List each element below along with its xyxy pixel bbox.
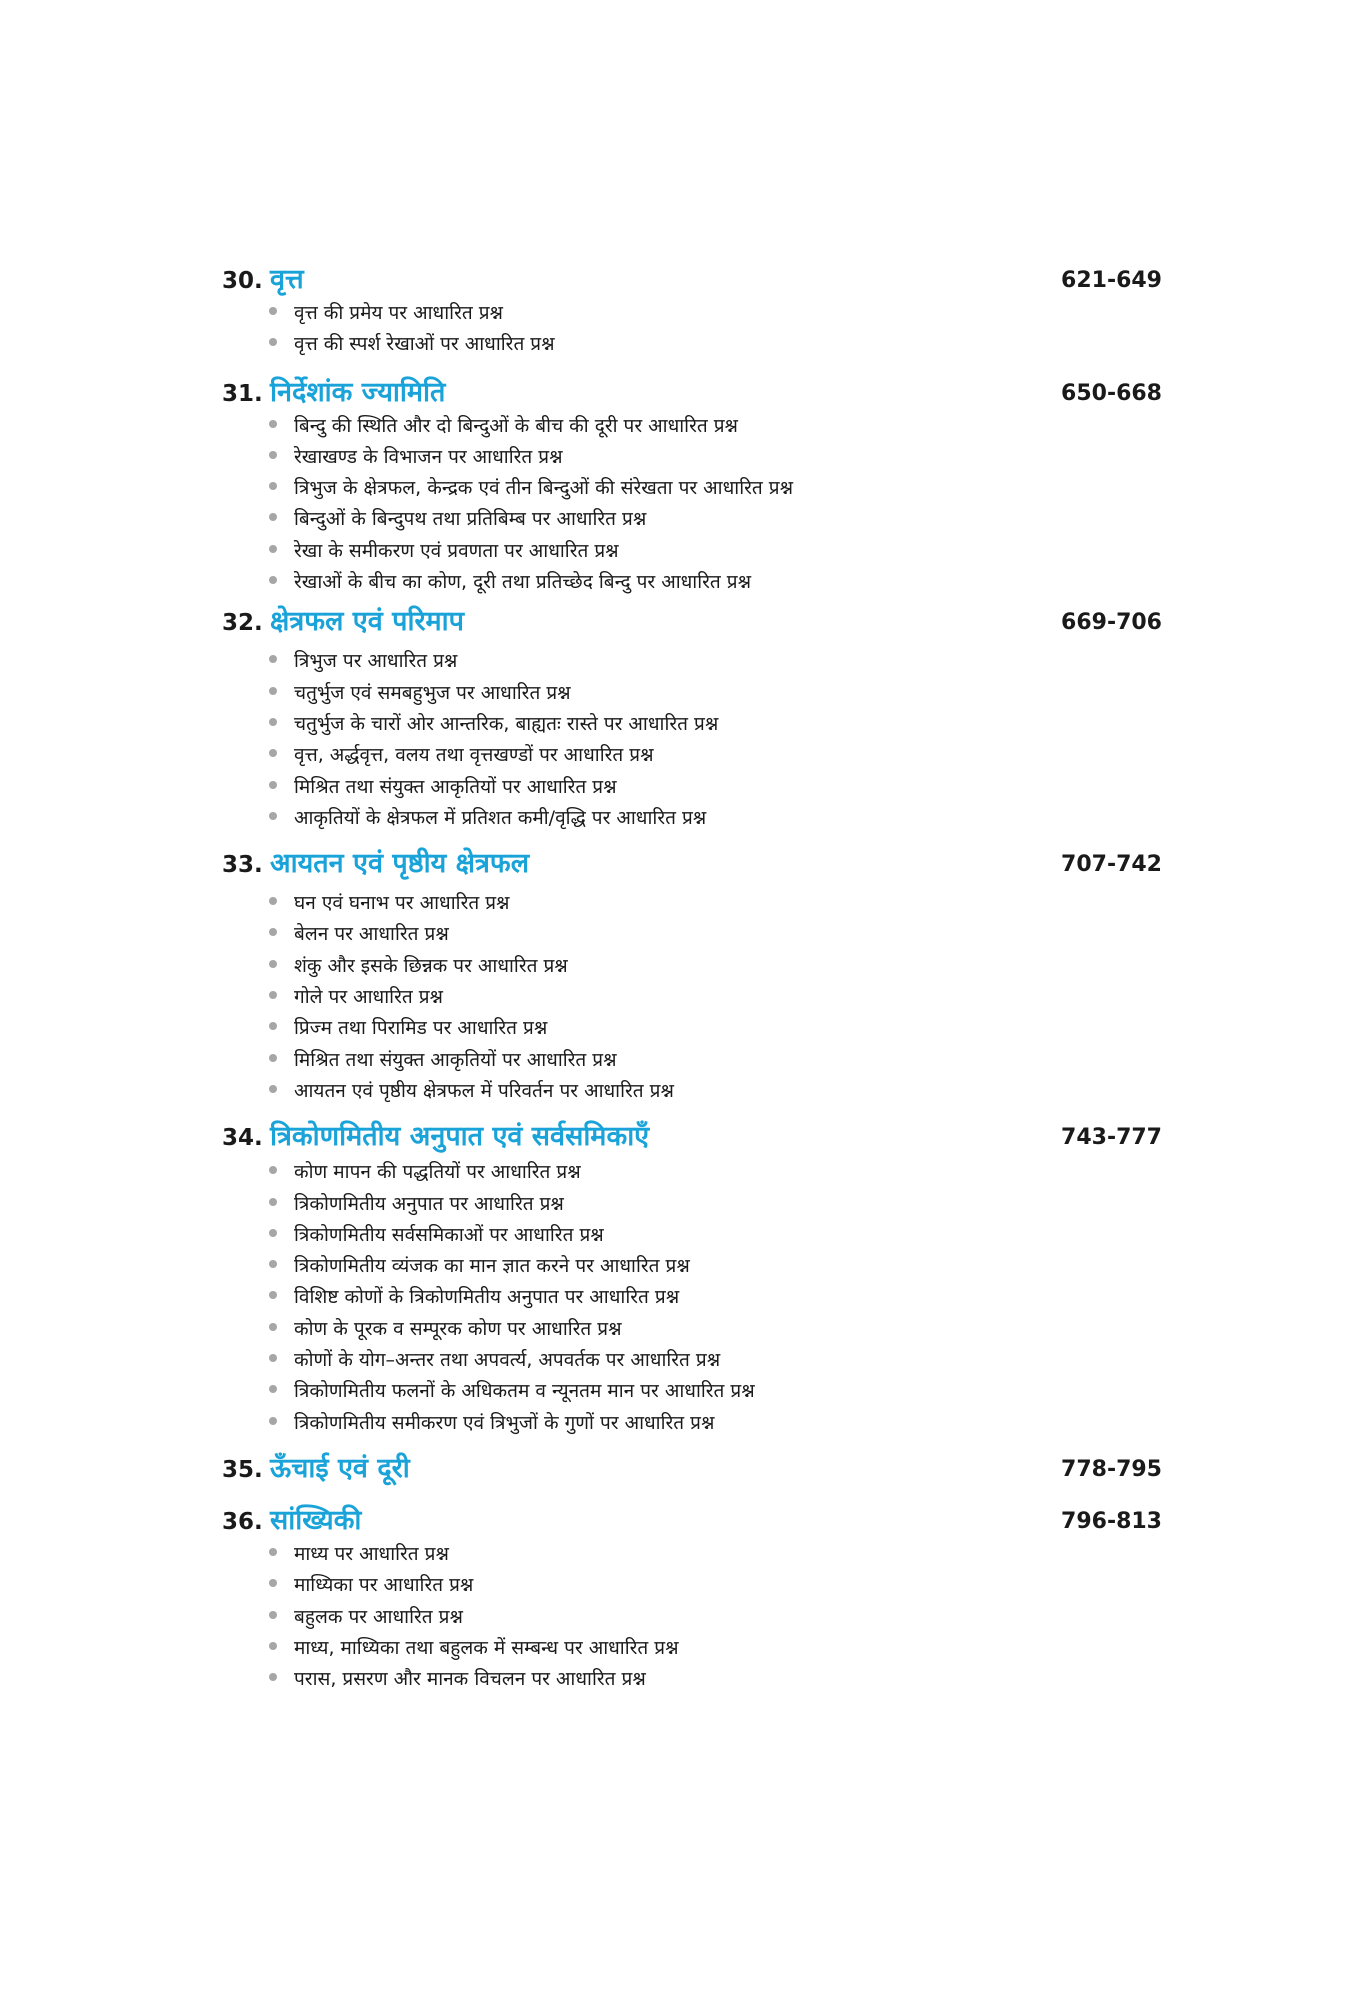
list-item — [268, 1189, 1162, 1220]
bullet-icon — [269, 482, 277, 490]
bullet-icon — [269, 1354, 277, 1362]
topic-text: कोण के पूरक व सम्पूरक कोण पर आधारित प्रश्न — [294, 1317, 622, 1340]
chapter-page-range: 743-777 — [1061, 1125, 1162, 1151]
topic-text: चतुर्भुज के चारों ओर आन्तरिक, बाह्यतः रास्ते पर आधारित प्रश्न — [294, 712, 719, 735]
list-item — [268, 536, 1162, 567]
list-item — [268, 1602, 1162, 1633]
bullet-icon — [269, 1166, 277, 1174]
topic-text: कोणों के योग–अन्तर तथा अपवर्त्य, अपवर्तक पर आधारित प्रश्न — [294, 1349, 721, 1372]
list-item — [268, 678, 1162, 709]
list-item — [268, 1376, 1162, 1407]
list-item — [268, 1345, 1162, 1376]
bullet-icon — [269, 1229, 277, 1237]
list-item — [268, 567, 1162, 598]
list-item — [268, 772, 1162, 803]
bullet-icon — [269, 1579, 277, 1587]
chapter-title: ऊँचाई एवं दूरी — [270, 1452, 410, 1484]
chapter-page-range: 650-668 — [1061, 380, 1162, 406]
list-item — [268, 411, 1162, 442]
bullet-icon — [269, 1548, 277, 1556]
topic-list — [222, 1157, 1162, 1439]
chapter-32 — [222, 600, 1162, 834]
chapter-number: 33. — [222, 852, 263, 879]
topic-text: बिन्दु की स्थिति और दो बिन्दुओं के बीच की दूरी पर आधारित प्रश्न — [294, 414, 738, 437]
topic-text: मिश्रित तथा संयुक्त आकृतियों पर आधारित प्रश्न — [294, 1048, 617, 1071]
list-item — [268, 1013, 1162, 1044]
bullet-icon — [269, 1417, 277, 1425]
topic-text: माध्यिका पर आधारित प्रश्न — [294, 1574, 474, 1597]
bullet-icon — [269, 1291, 277, 1299]
topic-text: रेखाखण्ड के विभाजन पर आधारित प्रश्न — [294, 445, 563, 468]
topic-list — [222, 411, 1162, 599]
topic-text: रेखाओं के बीच का कोण, दूरी तथा प्रतिच्छेद बिन्दु पर आधारित प्रश्न — [294, 571, 752, 594]
list-item — [268, 1157, 1162, 1188]
topic-text: विशिष्ट कोणों के त्रिकोणमितीय अनुपात पर आधारित प्रश्न — [294, 1286, 680, 1309]
chapter-page-range: 796-813 — [1061, 1508, 1162, 1534]
chapter-number: 30. — [222, 268, 263, 294]
topic-text: आकृतियों के क्षेत्रफल में प्रतिशत कमी/वृद्धि पर आधारित प्रश्न — [294, 806, 707, 829]
bullet-icon — [269, 928, 277, 936]
bullet-icon — [269, 781, 277, 789]
chapter-number: 35. — [222, 1456, 263, 1483]
topic-list — [222, 888, 1162, 1107]
topic-text: रेखा के समीकरण एवं प्रवणता पर आधारित प्रश्न — [294, 539, 619, 562]
table-of-contents — [222, 258, 1162, 1695]
bullet-icon — [269, 1198, 277, 1206]
chapter-heading — [222, 258, 1162, 298]
list-item — [268, 1664, 1162, 1695]
topic-text: त्रिकोणमितीय व्यंजक का मान ज्ञात करने पर आधारित प्रश्न — [294, 1255, 690, 1278]
chapter-heading — [222, 371, 1162, 411]
chapter-title: सांख्यिकी — [270, 1504, 362, 1536]
chapter-number: 34. — [222, 1125, 263, 1152]
chapter-heading — [222, 1499, 1162, 1539]
bullet-icon — [269, 1054, 277, 1062]
bullet-icon — [269, 812, 277, 820]
topic-text: बहुलक पर आधारित प्रश्न — [294, 1605, 463, 1628]
bullet-icon — [269, 960, 277, 968]
list-item — [268, 504, 1162, 535]
list-item — [268, 1633, 1162, 1664]
list-item — [268, 740, 1162, 771]
bullet-icon — [269, 1611, 277, 1619]
list-item — [268, 1251, 1162, 1282]
topic-list — [222, 646, 1162, 834]
bullet-icon — [269, 655, 277, 663]
bullet-icon — [269, 1642, 277, 1650]
chapter-title: आयतन एवं पृष्ठीय क्षेत्रफल — [270, 848, 530, 880]
list-item — [268, 951, 1162, 982]
topic-text: बेलन पर आधारित प्रश्न — [294, 923, 449, 946]
bullet-icon — [269, 1385, 277, 1393]
topic-text: त्रिभुज पर आधारित प्रश्न — [294, 650, 458, 673]
bullet-icon — [269, 338, 277, 346]
bullet-icon — [269, 307, 277, 315]
list-item — [268, 1076, 1162, 1107]
chapter-title: त्रिकोणमितीय अनुपात एवं सर्वसमिकाएँ — [270, 1121, 650, 1153]
list-item — [268, 329, 1162, 360]
chapter-page-range: 669-706 — [1061, 610, 1162, 636]
chapter-36 — [222, 1499, 1162, 1695]
chapter-heading — [222, 1447, 1162, 1487]
topic-text: त्रिकोणमितीय सर्वसमिकाओं पर आधारित प्रश्न — [294, 1223, 604, 1246]
topic-text: प्रिज्म तथा पिरामिड पर आधारित प्रश्न — [294, 1017, 548, 1040]
chapter-heading — [222, 842, 1162, 882]
list-item — [268, 982, 1162, 1013]
chapter-title: वृत्त — [270, 264, 304, 295]
list-item — [268, 1045, 1162, 1076]
chapter-title: क्षेत्रफल एवं परिमाप — [270, 606, 464, 638]
bullet-icon — [269, 687, 277, 695]
chapter-30 — [222, 258, 1162, 361]
chapter-34 — [222, 1115, 1162, 1439]
chapter-page-range: 621-649 — [1061, 268, 1162, 293]
bullet-icon — [269, 1085, 277, 1093]
chapter-heading — [222, 600, 1162, 640]
topic-list — [222, 1539, 1162, 1695]
topic-text: मिश्रित तथा संयुक्त आकृतियों पर आधारित प्रश्न — [294, 775, 617, 798]
topic-list — [222, 298, 1162, 361]
list-item — [268, 1314, 1162, 1345]
chapter-number: 36. — [222, 1508, 263, 1535]
chapter-heading — [222, 1115, 1162, 1155]
chapter-number: 31. — [222, 380, 263, 407]
list-item — [268, 442, 1162, 473]
topic-text: बिन्दुओं के बिन्दुपथ तथा प्रतिबिम्ब पर आधारित प्रश्न — [294, 508, 647, 531]
list-item — [268, 473, 1162, 504]
list-item — [268, 919, 1162, 950]
bullet-icon — [269, 1022, 277, 1030]
topic-text: वृत्त, अर्द्धवृत्त, वलय तथा वृत्तखण्डों पर आधारित प्रश्न — [294, 744, 654, 767]
topic-text: गोले पर आधारित प्रश्न — [294, 986, 443, 1009]
list-item — [268, 298, 1162, 329]
topic-text: माध्य, माध्यिका तथा बहुलक में सम्बन्ध पर आधारित प्रश्न — [294, 1636, 679, 1659]
chapter-35 — [222, 1447, 1162, 1487]
bullet-icon — [269, 1260, 277, 1268]
bullet-icon — [269, 1323, 277, 1331]
bullet-icon — [269, 545, 277, 553]
chapter-number: 32. — [222, 610, 263, 637]
bullet-icon — [269, 576, 277, 584]
topic-text: चतुर्भुज एवं समबहुभुज पर आधारित प्रश्न — [294, 681, 571, 704]
list-item — [268, 803, 1162, 834]
topic-text: माध्य पर आधारित प्रश्न — [294, 1542, 449, 1565]
bullet-icon — [269, 991, 277, 999]
list-item — [268, 709, 1162, 740]
topic-text: वृत्त की स्पर्श रेखाओं पर आधारित प्रश्न — [294, 333, 555, 356]
bullet-icon — [269, 451, 277, 459]
chapter-title: निर्देशांक ज्यामिति — [270, 376, 446, 408]
list-item — [268, 888, 1162, 919]
list-item — [268, 1282, 1162, 1313]
list-item — [268, 1408, 1162, 1439]
topic-text: आयतन एवं पृष्ठीय क्षेत्रफल में परिवर्तन पर आधारित प्रश्न — [294, 1079, 674, 1102]
topic-text: परास, प्रसरण और मानक विचलन पर आधारित प्रश्न — [294, 1668, 646, 1691]
bullet-icon — [269, 718, 277, 726]
topic-text: शंकु और इसके छिन्नक पर आधारित प्रश्न — [294, 954, 568, 977]
topic-text: त्रिकोणमितीय समीकरण एवं त्रिभुजों के गुणों पर आधारित प्रश्न — [294, 1411, 715, 1434]
bullet-icon — [269, 1673, 277, 1681]
topic-text: त्रिकोणमितीय अनुपात पर आधारित प्रश्न — [294, 1192, 564, 1215]
topic-text: कोण मापन की पद्धतियों पर आधारित प्रश्न — [294, 1161, 581, 1184]
topic-text: त्रिभुज के क्षेत्रफल, केन्द्रक एवं तीन बिन्दुओं की संरेखता पर आधारित प्रश्न — [294, 477, 794, 500]
list-item — [268, 1539, 1162, 1570]
bullet-icon — [269, 749, 277, 757]
chapter-page-range: 707-742 — [1061, 852, 1162, 878]
list-item — [268, 646, 1162, 677]
bullet-icon — [269, 897, 277, 905]
bullet-icon — [269, 420, 277, 428]
list-item — [268, 1220, 1162, 1251]
chapter-31 — [222, 371, 1162, 599]
topic-text: त्रिकोणमितीय फलनों के अधिकतम व न्यूनतम मान पर आधारित प्रश्न — [294, 1380, 755, 1403]
list-item — [268, 1570, 1162, 1601]
chapter-33 — [222, 842, 1162, 1107]
topic-text: वृत्त की प्रमेय पर आधारित प्रश्न — [294, 302, 503, 324]
chapter-page-range: 778-795 — [1061, 1456, 1162, 1482]
topic-text: घन एवं घनाभ पर आधारित प्रश्न — [294, 892, 510, 915]
bullet-icon — [269, 513, 277, 521]
